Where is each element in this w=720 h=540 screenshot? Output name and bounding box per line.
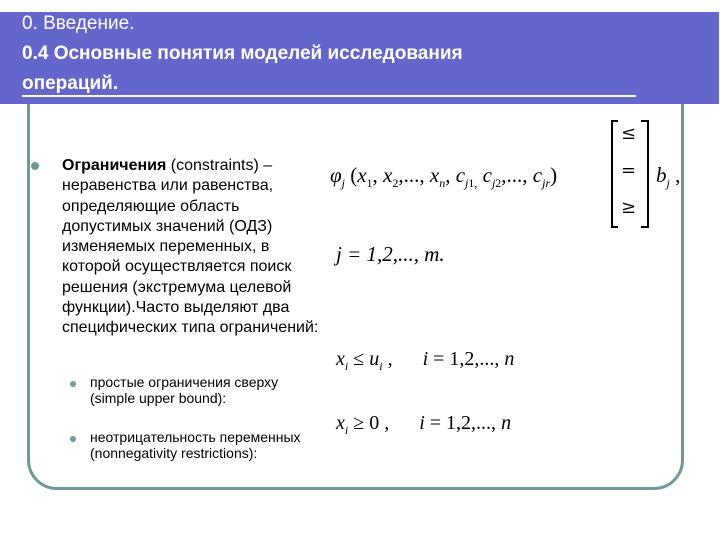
matrix-left-cap-bottom <box>611 226 618 228</box>
title-underline <box>22 95 636 97</box>
index-range: j = 1,2,..., m. <box>336 242 445 266</box>
main-bullet-description: (constraints) – неравенства или равенства, определяющие область допустимых значений (ОДЗ) изменяемых переменных, в которой осуществляется поиск решения (экстремума целевой функции).Часто выделяют два специфических типа ограничений: <box>62 157 319 337</box>
b-symbol: b <box>656 163 667 187</box>
sub-bullet-dot-icon <box>70 381 76 387</box>
rhs-b: $b_j$ , <box>656 163 681 191</box>
upper-bound-formula: $x_i \le u_i$ , i = 1,2,..., n <box>336 348 515 373</box>
matrix-left-cap-top <box>611 120 618 122</box>
sub-bullet-upper-bound: простые ограничения сверху (simple upper bound): <box>90 374 279 406</box>
constraint-formula: $\varphi_j$ ($x_1$, $x_2$,..., $x_n$, $c_{j1,}$ $c_{j2}$,..., $c_{jr}$) <box>330 163 558 191</box>
title-line-3: операций. <box>22 73 119 94</box>
sub-bullet-dot-icon <box>70 436 76 442</box>
matrix-left-bracket <box>611 120 613 228</box>
matrix-right-bracket <box>647 120 649 228</box>
main-bullet-term: Ограничения <box>62 157 167 174</box>
phi-symbol: φ <box>330 163 342 187</box>
title-line-2: 0.4 Основные понятия моделей исследования <box>22 43 463 64</box>
title-line-1: 0. Введение. <box>22 13 135 34</box>
main-bullet-text <box>62 156 332 339</box>
nonnegativity-formula: $x_i \ge 0$ , i = 1,2,..., n <box>336 412 512 437</box>
sub-bullet-nonnegativity: неотрицательность переменных (nonnegativity restrictions): <box>90 429 301 461</box>
relation-eq: = <box>621 160 637 181</box>
relation-ge: ≥ <box>621 197 637 218</box>
bullet-dot-icon <box>31 162 39 170</box>
matrix-right-cap-top <box>641 120 648 122</box>
relation-le: ≤ <box>621 123 637 144</box>
matrix-right-cap-bottom <box>641 226 648 228</box>
